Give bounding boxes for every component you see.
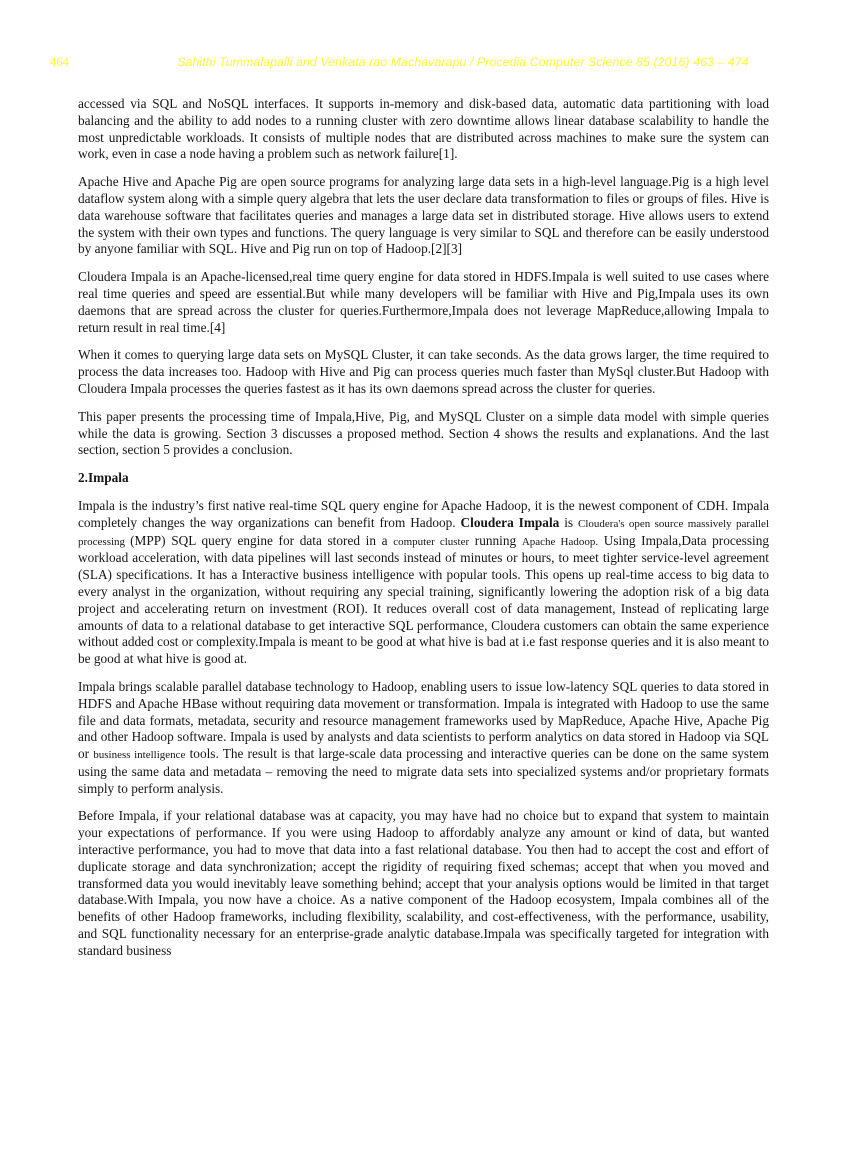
text-run: Impala brings scalable parallel database technology to Hadoop, enabling users to issue low-latency SQL queries to data stored in HDFS and Apache HBase without requiring data movement or transformation. Impala is integrated with Hadoop to use the same file and data formats, metadata, security and resource management frameworks used by MapReduce, Apache Hive, Apache Pig and other Hadoop software. Impala is used by analysts and data scientists to perform analytics on data stored in Hadoop via SQL or bbox=[78, 678, 769, 762]
paragraph bbox=[78, 269, 769, 336]
text-run: Cloudera Impala is an Apache-licensed,real time query engine for data stored in HDFS.Impala is well suited to use cases where real time queries and speed are essential.But while many developers will be familiar with Hive and Pig,Impala uses its own daemons that are spread across the cluster for queries.Furthermore,Impala does not leverage MapReduce,allowing Impala to return result in real time.[4] bbox=[78, 269, 769, 335]
paragraph bbox=[78, 174, 769, 258]
running-head: Sahithi Tummalapalli and Venkata rao Machavarapu / Procedia Computer Science 85 (2016) 463 – 474 bbox=[177, 55, 749, 69]
text-run: accessed via SQL and NoSQL interfaces. It supports in-memory and disk-based data, automatic data partitioning with load balancing and the ability to add nodes to a running cluster with zero downtime allows linear database scalability to handle the most unpredictable workloads. It consists of multiple nodes that are distributed across machines to make sure the system can work, even in case a node having a problem such as network failure[1]. bbox=[78, 96, 769, 162]
paragraph bbox=[78, 498, 769, 668]
text-run: computer cluster bbox=[393, 535, 470, 548]
text-run: Cloudera Impala bbox=[460, 514, 560, 530]
paragraph bbox=[78, 347, 769, 397]
page-content bbox=[78, 96, 769, 971]
text-run: Using Impala,Data processing workload acceleration, with data pipelines will last seconds instead of minutes or hours, to meet tighter service-level agreement (SLA) specifications. It has a Interactive business intelligence with popular tools. This opens up real-time access to big data to every analyst in the organization, without requiring any special training, significantly lowering the adoption risk of a big data project and accelerating return on investment (ROI). It reduces overall cost of data management, Instead of replicating large amounts of data to a relational database to get interactive SQL performance, Cloudera customers can obtain the same experience without added cost or complexity.Impala is meant to be good at what hive is bad at i.e fast response queries and it is also meant to be good at what hive is good at. bbox=[78, 532, 770, 667]
text-run: This paper presents the processing time of Impala,Hive, Pig, and MySQL Cluster on a simple data model with simple queries while the data is growing. Section 3 discusses a proposed method. Section 4 shows the results and explanations. And the last section, section 5 provides a conclusion. bbox=[78, 408, 769, 458]
paragraph bbox=[78, 409, 769, 459]
text-run: Before Impala, if your relational database was at capacity, you may have had no choice but to expand that system to maintain your expectations of performance. If you were using Hadoop to affordably analyze any amount or kind of data, but wanted interactive performance, you had to move that data into a fast relational database. You then had to accept the cost and effort of duplicate storage and data synchronization; accept the rigidity of requiring fixed schemas; accept that when you moved and transformed data you would inevitably leave something behind; accept that your analysis options would be limited in that target database.With Impala, you now have a choice. As a native component of the Hadoop ecosystem, Impala combines all of the benefits of other Hadoop frameworks, including flexibility, scalability, and cost-effectiveness, with the performance, usability, and SQL functionality necessary for an enterprise-grade analytic database.Impala was specifically targeted for integration with standard business bbox=[78, 808, 769, 958]
text-run: Apache Hadoop. bbox=[521, 535, 599, 548]
text-run: Impala is the industry’s first native real-time SQL query engine for Apache Hadoop, it is the newest component of CDH. Impala completely changes the way organizations can benefit from Hadoop. bbox=[78, 497, 769, 530]
text-run: 2.Impala bbox=[78, 470, 129, 486]
text-run: tools. The result is that large-scale data processing and interactive queries can be done on the same system using the same data and metadata – removing the need to migrate data sets into specialized systems and/or proprietary formats simply to perform analysis. bbox=[78, 746, 770, 796]
section-heading bbox=[78, 470, 769, 487]
text-run: is bbox=[559, 514, 578, 530]
text-run: Apache Hive and Apache Pig are open source programs for analyzing large data sets in a high-level language.Pig is a high level dataflow system along with a simple query algebra that lets the user declare data transformation to files or groups of files. Hive is data warehouse software that facilitates queries and manages a large data set in distributed storage. Hive allows users to extend the system with their own types and functions. The query language is very similar to SQL and therefore can be easily understood by anyone familiar with SQL. Hive and Pig run on top of Hadoop.[2][3] bbox=[78, 174, 769, 257]
page-number: 464 bbox=[50, 55, 69, 69]
text-run: Cloudera's open source massively parallel processing bbox=[78, 517, 769, 548]
paragraph bbox=[78, 96, 769, 163]
text-run: running bbox=[469, 532, 522, 548]
text-run: When it comes to querying large data sets on MySQL Cluster, it can take seconds. As the data grows larger, the time required to process the data increases too. Hadoop with Hive and Pig can process queries much faster than MySql cluster.But Hadoop with Cloudera Impala processes the queries fastest as it has its own daemons spread across the cluster for queries. bbox=[78, 347, 769, 396]
text-run: (MPP) SQL query engine for data stored in a bbox=[130, 532, 394, 548]
paragraph bbox=[78, 808, 769, 959]
paragraph bbox=[78, 679, 769, 798]
text-run: business intelligence bbox=[93, 749, 186, 762]
page-header bbox=[0, 55, 846, 71]
